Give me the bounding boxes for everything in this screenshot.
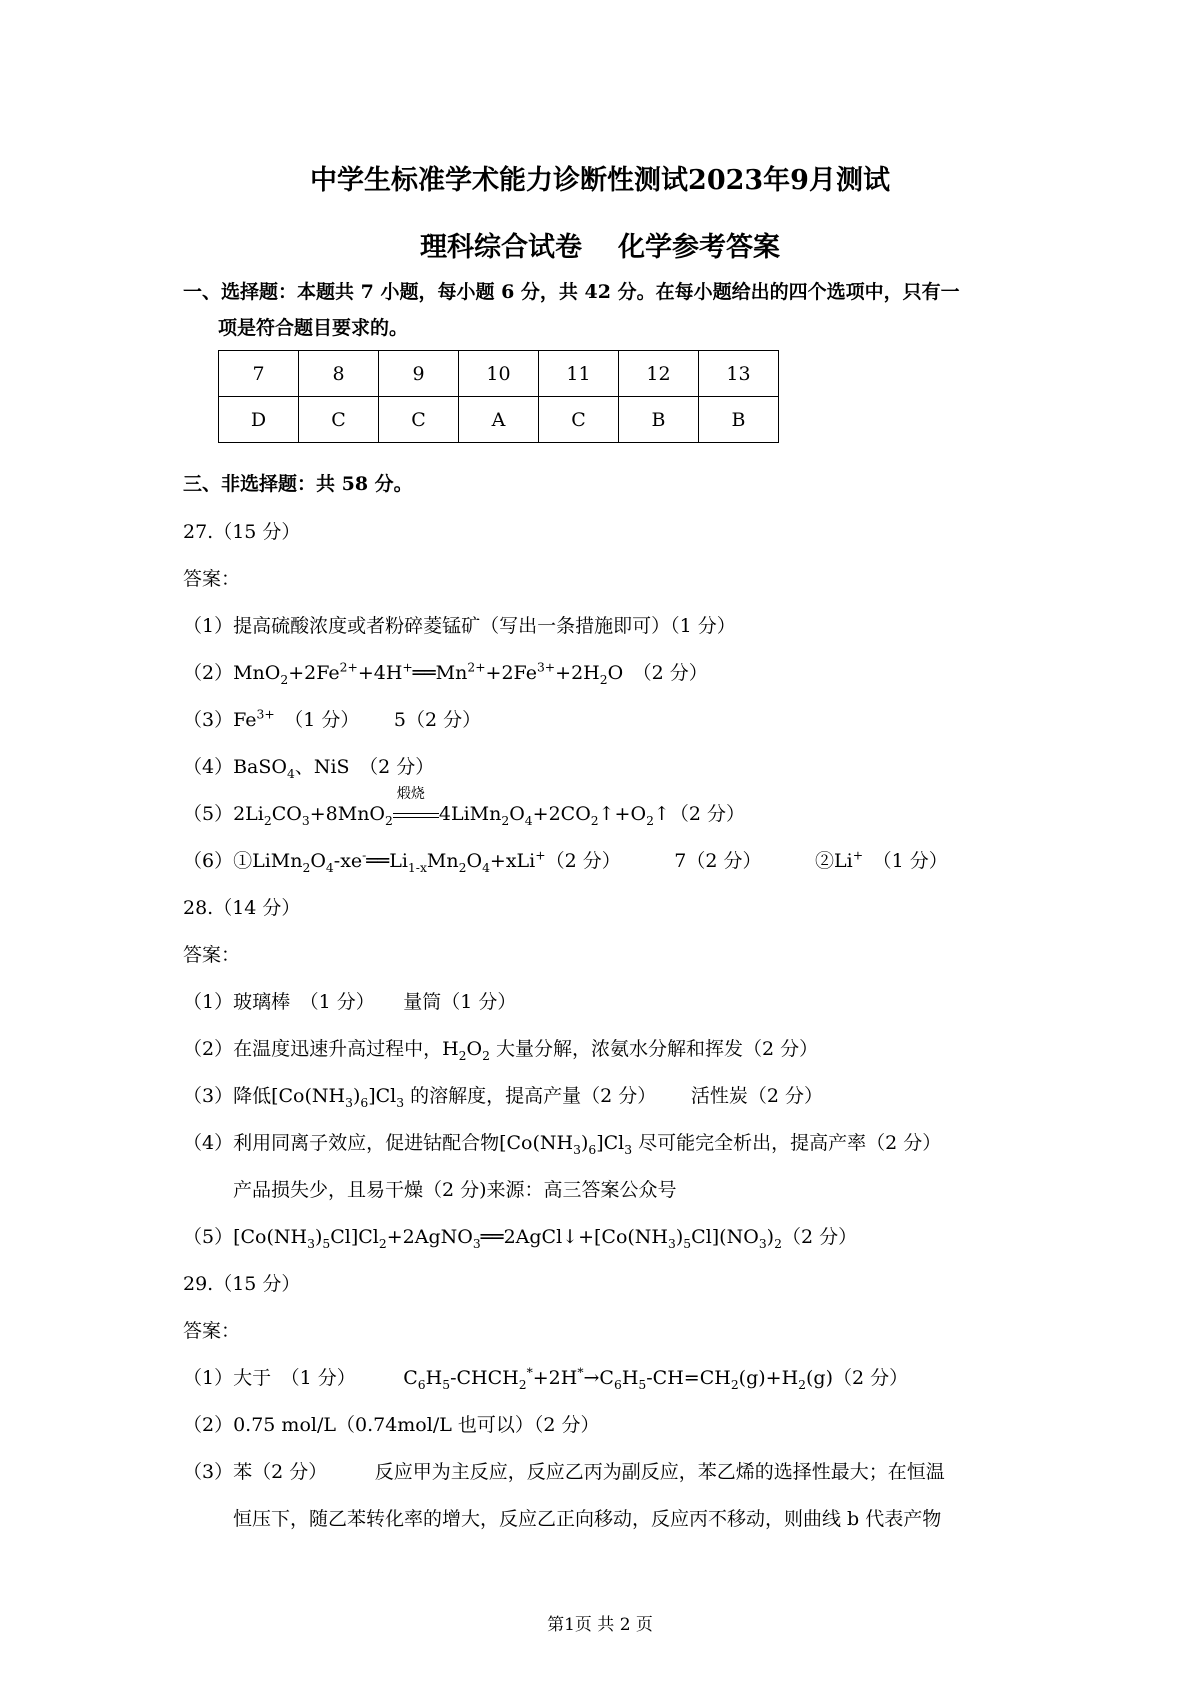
table-cell: 12 (619, 351, 699, 397)
q29-answer-3-line2: 恒压下，随乙苯转化率的增大，反应乙正向移动，反应丙不移动，则曲线 b 代表产物 (233, 1508, 942, 1530)
section1-instruction-line2: 项是符合题目要求的。 (218, 317, 409, 339)
q28-answer-label: 答案： (183, 944, 241, 966)
section1-instruction-line1: 一、选择题：本题共 7 小题，每小题 6 分，共 42 分。在每小题给出的四个选项中，只有一 (183, 281, 960, 303)
q27-heading: 27.（15 分） (183, 521, 301, 543)
answer-table (218, 350, 779, 443)
question-number-row (219, 351, 779, 397)
q27-answer-6: $(6)①LiMn_2O_4-xe^-══Li_{1-x}Mn_2O_4+xLi^+(2$ 分） 7（2 分） ②Li+ （1 分） (183, 848, 948, 875)
table-cell: C (539, 397, 619, 443)
table-cell: 9 (379, 351, 459, 397)
subtitle-left: 理科综合试卷 (420, 232, 582, 263)
table-cell: B (619, 397, 699, 443)
q28-answer-5: $(5)[Co(NH_3)_5Cl]Cl_2+2AgNO_3══2AgCl↓+[Co(NH_3)_5Cl](NO_3)_2(2$ 分） (183, 1226, 858, 1251)
q29-answer-2: （2）0.75 mol/L（0.74mol/L 也可以）（2 分） (183, 1414, 600, 1436)
q27-answer-label: 答案： (183, 568, 241, 590)
table-cell: 7 (219, 351, 299, 397)
q29-answer-1: （1）大于 （1 分） $C_6H_5-CHCH_2^*+2H^*\to C_6H_5-CH=CH_2(g)+H_2(g)(2$ 分） (183, 1365, 909, 1392)
page-title: 中学生标准学术能力诊断性测试2023年9月测试 (310, 165, 890, 196)
page-number: 第1页 共 2 页 (547, 1615, 653, 1635)
page-subtitle (0, 225, 1200, 264)
table-cell: 11 (539, 351, 619, 397)
table-cell: C (299, 397, 379, 443)
table-cell: A (459, 397, 539, 443)
table-cell: 10 (459, 351, 539, 397)
reaction-condition: 煅烧 (393, 801, 439, 827)
table-cell: 13 (699, 351, 779, 397)
q28-answer-2: （2）在温度迅速升高过程中，$H_2O_2$ 大量分解，浓氨水分解和挥发（2 分） (183, 1038, 819, 1063)
table-cell: B (699, 397, 779, 443)
table-cell: 8 (299, 351, 379, 397)
section3-heading: 三、非选择题：共 58 分。 (183, 473, 413, 495)
q29-answer-label: 答案： (183, 1320, 241, 1342)
q29-answer-3-line1: （3）苯（2 分） 反应甲为主反应，反应乙丙为副反应，苯乙烯的选择性最大；在恒温 (183, 1461, 945, 1483)
table-cell: C (379, 397, 459, 443)
q27-answer-2: $(2)MnO_2+2Fe^{2+}+4H^+══Mn^{2+}+2Fe^{3+}+2H_2O$ （2 分） (183, 660, 708, 687)
q28-answer-4-line2: 产品损失少，且易干燥（2 分)来源：高三答案公众号 (233, 1179, 677, 1201)
table-cell: D (219, 397, 299, 443)
q28-heading: 28.（14 分） (183, 897, 301, 919)
q28-answer-4: （4）利用同离子效应，促进钴配合物$[Co(NH_3)_6]Cl_3$ 尽可能完全析出，提高产率（2 分） (183, 1132, 942, 1157)
q28-answer-3: （3）降低$[Co(NH_3)_6]Cl_3$ 的溶解度，提高产量（2 分） 活性炭（2 分） (183, 1085, 823, 1110)
q27-answer-1: （1）提高硫酸浓度或者粉碎菱锰矿（写出一条措施即可）（1 分） (183, 615, 736, 637)
q29-heading: 29.（15 分） (183, 1273, 301, 1295)
subtitle-right: 化学参考答案 (618, 232, 780, 263)
q27-answer-5: $(5)2Li_2CO_3+8MnO_2$ 煅烧 $4LiMn_2O_4+2CO_2↑+O_2↑(2$ 分） (183, 786, 745, 828)
q27-answer-3: $(3)Fe^{3+}$ （1 分） 5（2 分） (183, 707, 482, 731)
q27-answer-4: （4）BaSO$_4$、NiS （2 分） (183, 756, 435, 781)
q28-answer-1: （1）玻璃棒 （1 分） 量筒（1 分） (183, 991, 517, 1013)
answer-row (219, 397, 779, 443)
